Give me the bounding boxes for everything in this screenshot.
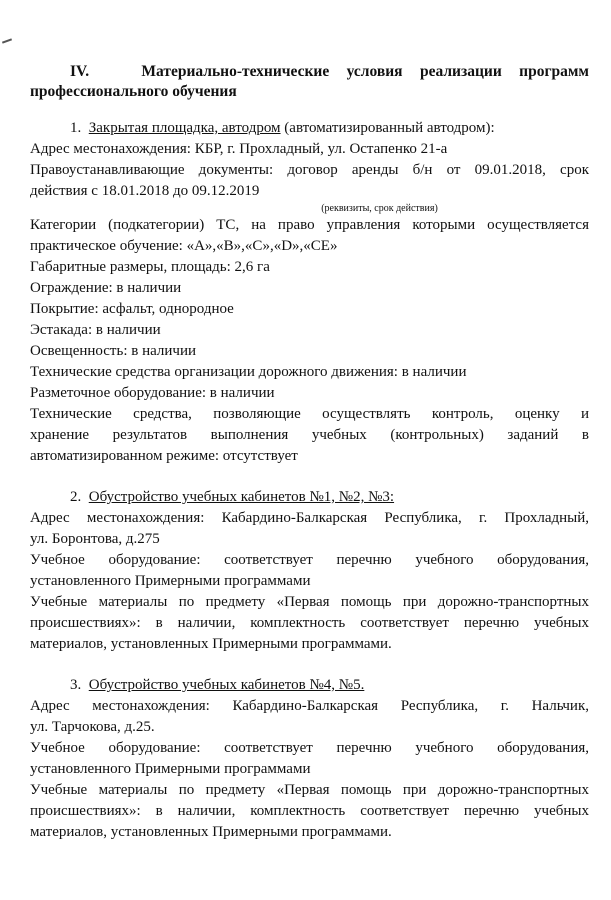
overpass-status: Эстакада: в наличии bbox=[30, 322, 161, 338]
heading-text-line-2: профессионального обучения bbox=[30, 83, 237, 100]
marking-equipment-status: Разметочное оборудование: в наличии bbox=[30, 385, 275, 401]
classrooms-4-5-materials-line-3: материалов, установленных Примерными программами. bbox=[30, 824, 392, 840]
section-2-number: 2. bbox=[70, 489, 82, 505]
section-classrooms-1-3 bbox=[30, 487, 589, 655]
classrooms-1-3-materials-line-1: Учебные материалы по предмету «Первая помощь при дорожно-транспортных bbox=[30, 594, 589, 610]
autodrome-documents-line-2: действия с 18.01.2018 до 09.12.2019 bbox=[30, 183, 260, 199]
vehicle-categories-line-2: практическое обучение: «А»,«В»,«С»,«D»,«СЕ» bbox=[30, 238, 338, 254]
technical-means-line-3: автоматизированном режиме: отсутствует bbox=[30, 448, 298, 464]
surface-status: Покрытие: асфальт, однородное bbox=[30, 301, 234, 317]
document-content bbox=[30, 62, 589, 863]
section-autodrome bbox=[30, 118, 589, 467]
section-classrooms-4-5 bbox=[30, 675, 589, 843]
section-1-title-underlined: Закрытая площадка, автодром bbox=[88, 120, 281, 136]
classrooms-4-5-address-line-2: ул. Тарчокова, д.25. bbox=[30, 719, 155, 735]
traffic-means-status: Технические средства организации дорожного движения: в наличии bbox=[30, 364, 467, 380]
requisites-note: (реквизиты, срок действия) bbox=[321, 203, 438, 214]
classrooms-4-5-address-line-1: Адрес местонахождения: Кабардино-Балкарская Республика, г. Нальчик, bbox=[30, 698, 589, 714]
section-1-title bbox=[30, 118, 589, 139]
classrooms-4-5-materials-line-1: Учебные материалы по предмету «Первая помощь при дорожно-транспортных bbox=[30, 782, 589, 798]
scan-artifact bbox=[2, 38, 12, 43]
section-1-number: 1. bbox=[70, 120, 82, 136]
section-3-number: 3. bbox=[70, 677, 82, 693]
classrooms-1-3-materials-line-3: материалов, установленных Примерными программами. bbox=[30, 636, 392, 652]
area-size: Габаритные размеры, площадь: 2,6 га bbox=[30, 259, 270, 275]
section-2-title-underlined: Обустройство учебных кабинетов №1, №2, №3: bbox=[88, 489, 395, 505]
section-2-title bbox=[30, 487, 589, 508]
vehicle-categories-line-1: Категории (подкатегории) ТС, на право управления которыми осуществляется bbox=[30, 217, 589, 233]
section-1-title-rest: (автоматизированный автодром): bbox=[280, 120, 495, 136]
classrooms-1-3-address-line-1: Адрес местонахождения: Кабардино-Балкарская Республика, г. Прохладный, bbox=[30, 510, 589, 526]
heading-roman-numeral: IV. bbox=[70, 63, 90, 80]
classrooms-4-5-equipment-line-1: Учебное оборудование: соответствует перечню учебного оборудования, bbox=[30, 740, 589, 756]
classrooms-4-5-equipment-line-2: установленного Примерными программами bbox=[30, 761, 311, 777]
heading-text-line-1: Материально-технические условия реализации программ bbox=[141, 63, 589, 80]
autodrome-documents-line-1: Правоустанавливающие документы: договор аренды б/н от 09.01.2018, срок bbox=[30, 162, 589, 178]
autodrome-address: Адрес местонахождения: КБР, г. Прохладный, ул. Остапенко 21-а bbox=[30, 141, 448, 157]
classrooms-4-5-materials-line-2: происшествиях»: в наличии, комплектность соответствует перечню учебных bbox=[30, 803, 589, 819]
classrooms-1-3-materials-line-2: происшествиях»: в наличии, комплектность соответствует перечню учебных bbox=[30, 615, 589, 631]
classrooms-1-3-equipment-line-1: Учебное оборудование: соответствует перечню учебного оборудования, bbox=[30, 552, 589, 568]
classrooms-1-3-address-line-2: ул. Боронтова, д.275 bbox=[30, 531, 160, 547]
technical-means-line-2: хранение результатов выполнения учебных (контрольных) заданий в bbox=[30, 427, 589, 443]
classrooms-1-3-equipment-line-2: установленного Примерными программами bbox=[30, 573, 311, 589]
section-3-title-underlined: Обустройство учебных кабинетов №4, №5. bbox=[88, 677, 365, 693]
section-heading bbox=[30, 62, 589, 102]
lighting-status: Освещенность: в наличии bbox=[30, 343, 197, 359]
heading-line-1 bbox=[30, 62, 589, 82]
technical-means-line-1: Технические средства, позволяющие осуществлять контроль, оценку и bbox=[30, 406, 589, 422]
section-3-title bbox=[30, 675, 589, 696]
fence-status: Ограждение: в наличии bbox=[30, 280, 182, 296]
